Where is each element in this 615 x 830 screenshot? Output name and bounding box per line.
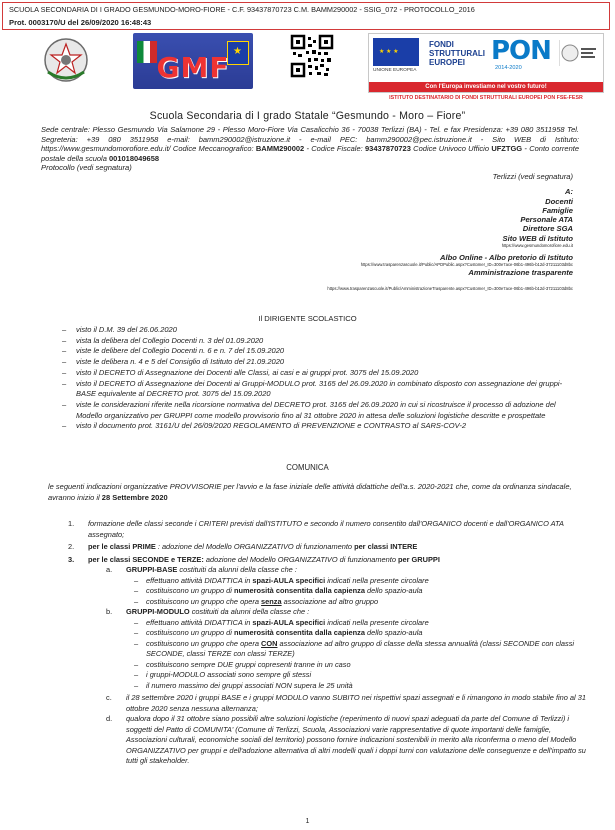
conto-label: - Conto corrente postale della scuola xyxy=(41,144,579,163)
visto-item: – vista la delibera del Collegio Docenti n. 3 del 01.09.2020 xyxy=(48,336,573,347)
dash-item xyxy=(48,618,588,629)
subpoint-bold: GRUPPI-BASE xyxy=(126,565,178,574)
subpoint-text: qualora dopo il 31 ottobre siano possibili altre soluzioni logistiche (reperimento di nuovi spazi adeguati da parte del Comune di Terlizzi) i soggetti del Patto di COMUNITA' (Comune di Terlizzi, Scuola, Associazioni varie rappresentative di quote importanti delle famiglie, Associazioni culturali, economiche sociali del territorio) possono fornire indicazioni sostenibili in merito alla riconferma o meno del Modello ORGANIZZATIVO per gruppi e dell'adozione alternativa di altri modelli quali i doppi turni con valutazione delle conseguenze e dell'impatto su tutti gli stakeholder. xyxy=(126,714,586,765)
codice-fiscale: 93437870723 xyxy=(365,144,411,154)
recipient-famiglie: Famiglie xyxy=(542,205,573,215)
codice-ufficio: UFZTGG xyxy=(491,144,523,154)
subpoint-c xyxy=(48,693,588,714)
dash-text: costituiscono un gruppo che opera xyxy=(146,596,262,606)
recipient-dsga: Direttore SGA xyxy=(522,224,573,234)
point-text: adozione del Modello ORGANIZZATIVO di funzionamento xyxy=(203,554,398,564)
visto-item: – visto il documento prot. 3161/U del 26/09/2020 REGOLAMENTO di PREVENZIONE e CONTRASTO al SARS-COV-2 xyxy=(48,421,573,432)
visto-item: – visto il DECRETO di Assegnazione dei Docenti alle Classi, ai casi e ai gruppi prot. 3075 del 15.09.2020 xyxy=(48,368,573,379)
dash-text: costituiscono sempre DUE gruppi copresenti tranne in un caso xyxy=(146,659,351,669)
intro-text: le seguenti indicazioni organizzative PROVVISORIE per l'avvio e la fase iniziale delle attività didattiche dell'a.s. 2020-2021 che, come da ordinanza sindacale, avranno inizio il xyxy=(48,482,572,502)
subpoint-text: costituiti da alunni della classe che : xyxy=(189,607,310,616)
point-bold: per classi INTERE xyxy=(354,542,418,551)
point-number: 2. xyxy=(68,542,75,551)
dash-item xyxy=(48,586,588,597)
subpoint-text: il 28 settembre 2020 i gruppi BASE e i gruppi MODULO vanno SUBITO nei rispettivi spazi assegnati e li rimangono in modo stabile fino al 31 ottobre 2020 senza nessuna alternanza; xyxy=(126,693,586,713)
point-1 xyxy=(48,519,588,540)
qr-code-icon xyxy=(290,34,334,78)
dash-item xyxy=(48,639,588,660)
recipient-docenti: Docenti xyxy=(545,196,573,206)
sito-url[interactable]: https://www.gesmundomorofiore.edu.it xyxy=(501,243,573,249)
dash-item xyxy=(48,628,588,639)
stamp-line-2: Prot. 0003170/U del 26/09/2020 16:48:43 xyxy=(9,18,152,27)
gmf-logo xyxy=(133,33,253,89)
dash-text: dello spazio-aula xyxy=(364,628,423,637)
place-date: Terlizzi (vedi segnatura) xyxy=(492,172,573,181)
dash-bold: numerosità consentita dalla capienza xyxy=(233,628,365,637)
recipient-amministrazione: Amministrazione trasparente xyxy=(468,268,573,278)
dash-item xyxy=(48,576,588,587)
point-text: : adozione del Modello ORGANIZZATIVO di funzionamento xyxy=(155,542,355,551)
dash-text: associazione ad altro gruppo di classe della stessa annualità (classi SECONDE con classi SECONDE, classi TERZE con classi TERZE) xyxy=(146,638,575,658)
dash-item xyxy=(48,670,588,681)
subpoint-b xyxy=(48,607,588,618)
pon-logo-text: PON xyxy=(491,36,551,66)
dash-item xyxy=(48,681,588,692)
point-number: 1. xyxy=(68,519,75,528)
school-title: Scuola Secondaria di I grado Statale “Gesmundo - Moro – Fiore” xyxy=(149,110,466,122)
subpoint-a xyxy=(48,565,588,576)
albo-url[interactable]: https://www.trasparenzascuole.it/Public/APDPublic.aspx?Customer_ID=300e7ace-06b1-496b-b12d-37211103d8bc xyxy=(360,262,573,268)
subpoint-bold: GRUPPI-MODULO xyxy=(126,607,190,616)
visto-item: – visto il DECRETO di Assegnazione dei Docenti ai Gruppi-MODULO prot. 3165 del 26.09.2020 in combinato disposto con assegnazione dei gruppi-BASE equivalente al DECRETO prot. 3075 del 15.09.2020 xyxy=(48,379,573,400)
codice-meccanografico: BAMM290002 xyxy=(255,144,305,154)
dash-text: i gruppi-MODULO associati sono sempre gli stessi xyxy=(146,670,312,679)
dash-bold: senza xyxy=(261,596,282,606)
pon-years: 2014-2020 xyxy=(495,65,522,71)
dash-item xyxy=(48,597,588,608)
dash-item xyxy=(48,660,588,671)
protocollo-label: Protocollo (vedi segnatura) xyxy=(41,163,132,172)
subpoint-letter: a. xyxy=(106,565,113,574)
conto-corrente: 001018049658 xyxy=(108,153,160,163)
cf-label: - Codice Fiscale: xyxy=(304,144,363,154)
dash-text: effettuano attività DIDATTICA in xyxy=(146,575,253,585)
visto-item: – viste le delibera n. 4 e 5 del Consiglio di Istituto del 21.09.2020 xyxy=(48,357,573,368)
fondi-strutturali-label: FONDI STRUTTURALI EUROPEI xyxy=(429,40,485,67)
dash-text: dello spazio-aula xyxy=(364,586,423,595)
eu-label: UNIONE EUROPEA xyxy=(373,68,417,73)
dash-text: costituiscono un gruppo che opera xyxy=(146,638,262,648)
stamp-line-1: SCUOLA SECONDARIA DI I GRADO GESMUNDO-MORO-FIORE - C.F. 93437870723 C.M. BAMM290002 - SSIG_072 - PROTOCOLLO_2016 xyxy=(9,5,475,14)
visto-item: – viste le considerazioni riferite nella ricorsione normativa del DECRETO prot. 3165 del 26.09.2020 in cui si ricostruisce il processo di adozione del Modello organizzativo per GRUPPI come modello provvisorio fino al 31 ottobre 2020 in attesa delle soluzioni logistiche descritte e prospettate xyxy=(48,400,573,421)
subpoint-letter: d. xyxy=(106,714,113,723)
gmf-logo-text: GMF xyxy=(156,51,230,84)
dash-text: effettuano attività DIDATTICA in xyxy=(146,617,253,627)
points-list xyxy=(48,519,588,767)
visti-list xyxy=(48,325,573,432)
point-bold: per GRUPPI xyxy=(398,554,440,564)
comunica-heading: COMUNICA xyxy=(286,463,329,472)
recipient-albo: Albo Online - Albo pretorio di Istituto xyxy=(439,253,573,263)
point-2 xyxy=(48,542,588,553)
dash-bold: spazi-AULA specifici xyxy=(252,575,326,585)
subpoint-letter: c. xyxy=(106,693,112,702)
recipients-block xyxy=(243,172,573,292)
protocol-stamp xyxy=(2,2,610,30)
dash-text: indicati nella presente circolare xyxy=(325,617,429,627)
point-text: formazione delle classi seconde i CRITERI previsti dall'ISTITUTO e secondo il numero consentito dall'ORGANICO docenti e dall'ORGANICO ATA assegnato; xyxy=(88,519,564,539)
school-address xyxy=(41,125,579,163)
pon-banner-bar: Con l'Europa investiamo nel vostro futuro! xyxy=(369,82,603,92)
dash-text: associazione ad altro gruppo xyxy=(281,596,379,606)
pon-fse-fesr-banner xyxy=(368,33,604,93)
dash-text: il numero massimo dei gruppi associati NON supera le 25 unità xyxy=(146,680,353,690)
page-number: 1 xyxy=(305,818,310,825)
recipient-sito: Sito WEB di Istituto xyxy=(502,233,573,243)
point-bold: per le classi PRIME xyxy=(88,542,156,551)
subpoint-text: costituiti da alunni della classe che : xyxy=(177,565,297,574)
dash-text: costituiscono un gruppo di xyxy=(146,586,234,595)
ministry-emblem-icon xyxy=(559,40,598,66)
dash-text: indicati nella presente circolare xyxy=(325,575,429,585)
dash-bold: numerosità consentita dalla capienza xyxy=(233,586,365,595)
point-3 xyxy=(48,555,588,566)
subpoint-letter: b. xyxy=(106,607,113,616)
intro-paragraph xyxy=(48,482,576,503)
eu-flag-icon xyxy=(373,38,419,66)
visto-item: – viste le delibere del Collegio Docenti n. 6 e n. 7 del 15.09.2020 xyxy=(48,346,573,357)
italian-republic-emblem-icon xyxy=(42,36,90,84)
address-text: Sede centrale: Plesso Gesmundo Via Salamone 29 - Plesso Moro-Fiore Via Casalicchio 36 - 70038 Terlizzi (BA) - Tel. e fax Presidenza: +39 080 3511958 Tel. Segreteria: +39 080 3511958 e-mail: bamm290002@istruzione.it - e-mail PEC: bamm290002@pec.istruzione.it - Sito WEB di Istituto: https://www.gesmundomorofiore.edu.it/ Codice Meccanografico: xyxy=(41,125,579,154)
subpoint-d xyxy=(48,714,588,767)
dash-text: costituiscono un gruppo di xyxy=(146,628,234,637)
visto-item: – visto il D.M. 39 del 26.06.2020 xyxy=(48,325,573,336)
dirigente-heading: Il DIRIGENTE SCOLASTICO xyxy=(258,314,357,323)
amministrazione-url[interactable]: https://www.trasparenzascuole.it/Public/AmministrazioneTrasparente.aspx?Customer_ID=300e7ace-06b1-496b-b12d-37211103d8bc xyxy=(327,285,573,291)
start-date: 28 Settembre 2020 xyxy=(101,492,168,502)
point-bold: per le classi SECONDE e TERZE: xyxy=(88,554,204,564)
dash-bold: spazi-AULA specifici xyxy=(252,617,326,627)
recipient-ata: Personale ATA xyxy=(520,215,573,225)
recipients-to: A: xyxy=(564,187,573,197)
point-number: 3. xyxy=(68,554,75,564)
dash-bold: CON xyxy=(261,638,278,648)
ipa-label: Codice Univoco Ufficio xyxy=(410,144,490,154)
pon-subtitle: ISTITUTO DESTINATARIO DI FONDI STRUTTURALI EUROPEI PON FSE-FESR xyxy=(389,95,583,101)
